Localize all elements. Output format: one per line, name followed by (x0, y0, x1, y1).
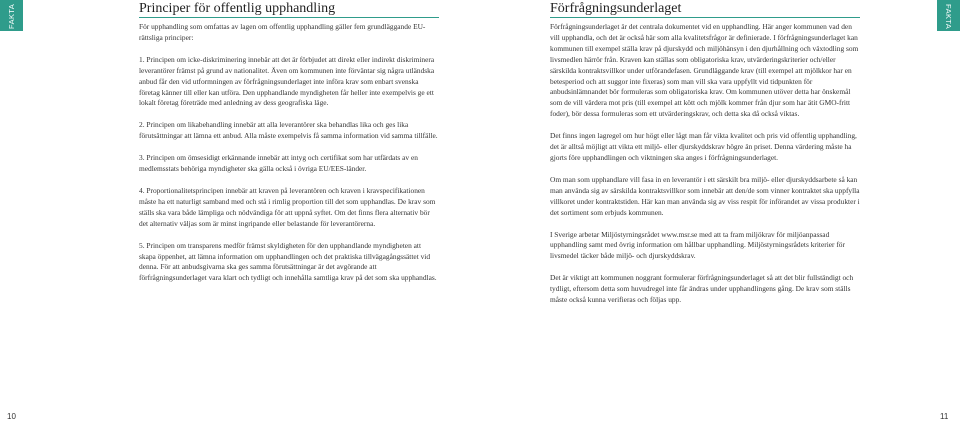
principle-paragraph: 3. Principen om ömsesidigt erkännande innebär att intyg och certifikat som har utfärdats av en medlemsstats behöriga myndigheter ska gälla också i övriga EU/EES-länder. (139, 153, 418, 174)
principle-paragraph: 5. Principen om transparens medför främst skyldigheten för den upphandlande myndigheten att skapa öppenhet, att lämna information om upphandlingen och det praktiska tillvägagångssättet vid denna. För att anbudsgivarna ska ges samma förutsättningar är det avgörande att förfrågningsunderlaget vara klart och tydligt och innehålla samtliga krav på det som ska upphandlas. (139, 240, 437, 283)
heading-rule (550, 17, 860, 18)
fakta-tab-right (937, 0, 960, 31)
principle-paragraph: 4. Proportionalitetsprincipen innebär att kraven på leverantören och kraven i kravspecifikationen måste ha ett naturligt samband med och stå i rimlig proportion till det som upphandlas. De krav som ställs ska vara både lämpliga och nödvändiga för att uppnå syftet. Om det finns flera alternativ bör det alternativ väljas som är minst ingripande eller belastande för leverantörerna. (139, 185, 436, 228)
page-number: 11 (940, 412, 949, 421)
intro-paragraph: Förfrågningsunderlaget är det centrala dokumentet vid en upphandling. Här anger kommunen vad den vill upphandla, och det är också här som alla kvalitetsfrågor är definierade. I förfrågningsunderlaget kan kommunen till exempel ställa krav på djurskydd och miljöhänsyn i den djurhållning och växtodling som livsmedlen härrör från. Kraven kan ställas som obligatoriska krav, utvärderingskriterier och/eller särskilda kontraktsvillkor under utförandefasen. Grundläggande krav (till exempel att mjölkkor har en betesperiod och att suggor inte fixeras) som man vill ska vara uppfyllt vid tidpunkten för anbudsinlämnandet bör formuleras som obligatoriska krav. Om kommunen utöver detta har önskemål som de vill värdera mot pris (till exempel att kött och mjölk kommer från djur som har ätit GMO-fritt foder), bör dessa formuleras som ett utvärderingskrav, och detta ska då också viktas. (550, 22, 859, 119)
body-paragraph: I Sverige arbetar Miljöstyrningsrådet www.msr.se med att ta fram miljökrav för miljöanpassad upphandling samt med övrig information om hållbar upphandling. Miljöstyrningsrådets kriterier för livsmedel täcker både miljö- och djurskyddskrav. (550, 229, 845, 261)
fakta-tab-label: FAKTA (7, 3, 16, 30)
body-paragraph: Det finns ingen lagregel om hur högt eller lågt man får vikta kvalitet och pris vid offentlig upphandling, det är alltså möjligt att vikta ett miljö- eller djurskyddskrav högre än priset. Denna värdering måste ha gjorts före upphandlingen och viktningen ska anges i förfrågningsunderlaget. (550, 131, 857, 162)
body-paragraph: Det är viktigt att kommunen noggrant formulerar förfrågningsunderlaget så att det blir fullständigt och tydligt, eftersom detta som huvudregel inte får ändras under upphandlingens gång. De krav som ställs måste också kunna verifieras och följas upp. (550, 273, 854, 305)
right-page-column (550, 0, 860, 317)
principle-paragraph: 1. Principen om icke-diskriminering innebär att det är förbjudet att direkt eller indirekt diskriminera leverantörer främst på grund av nationalitet. Även om kommunen inte förväntar sig några utländska anbud får den vid utformningen av förfrågningsunderlaget inte införa krav som enbart svenska företag känner till eller kan utföra. Den upphandlande myndigheten får heller inte exempelvis ge ett lokalt företag företräde med anledning av dess geografiska läge. (139, 54, 435, 108)
body-paragraph: Om man som upphandlare vill fasa in en leverantör i ett särskilt bra miljö- eller djurskyddsarbete så kan man använda sig av särskilda kontraktsvillkor som innebär att den/de som vinner kontraktet ska uppfylla villkoret under kontraktstiden. Här kan man använda sig av viss respit för införandet av vissa produkter i det sortiment som erbjuds kommunen. (550, 174, 860, 217)
page-title: Principer för offentlig upphandling (139, 1, 336, 16)
principle-paragraph: 2. Principen om likabehandling innebär att alla leverantörer ska behandlas lika och ges lika förutsättningar att lämna ett anbud. Alla måste exempelvis få samma information vid samma tillfälle. (139, 120, 438, 141)
heading-rule (139, 17, 439, 18)
fakta-tab-label: FAKTA (944, 3, 953, 30)
intro-paragraph: För upphandling som omfattas av lagen om offentlig upphandling gäller fem grundläggande EU-rättsliga principer: (139, 22, 426, 42)
page-title: Förfrågningsunderlaget (550, 1, 682, 16)
left-page-column (139, 0, 439, 295)
fakta-tab-left (0, 0, 23, 31)
page-number: 10 (7, 412, 16, 421)
